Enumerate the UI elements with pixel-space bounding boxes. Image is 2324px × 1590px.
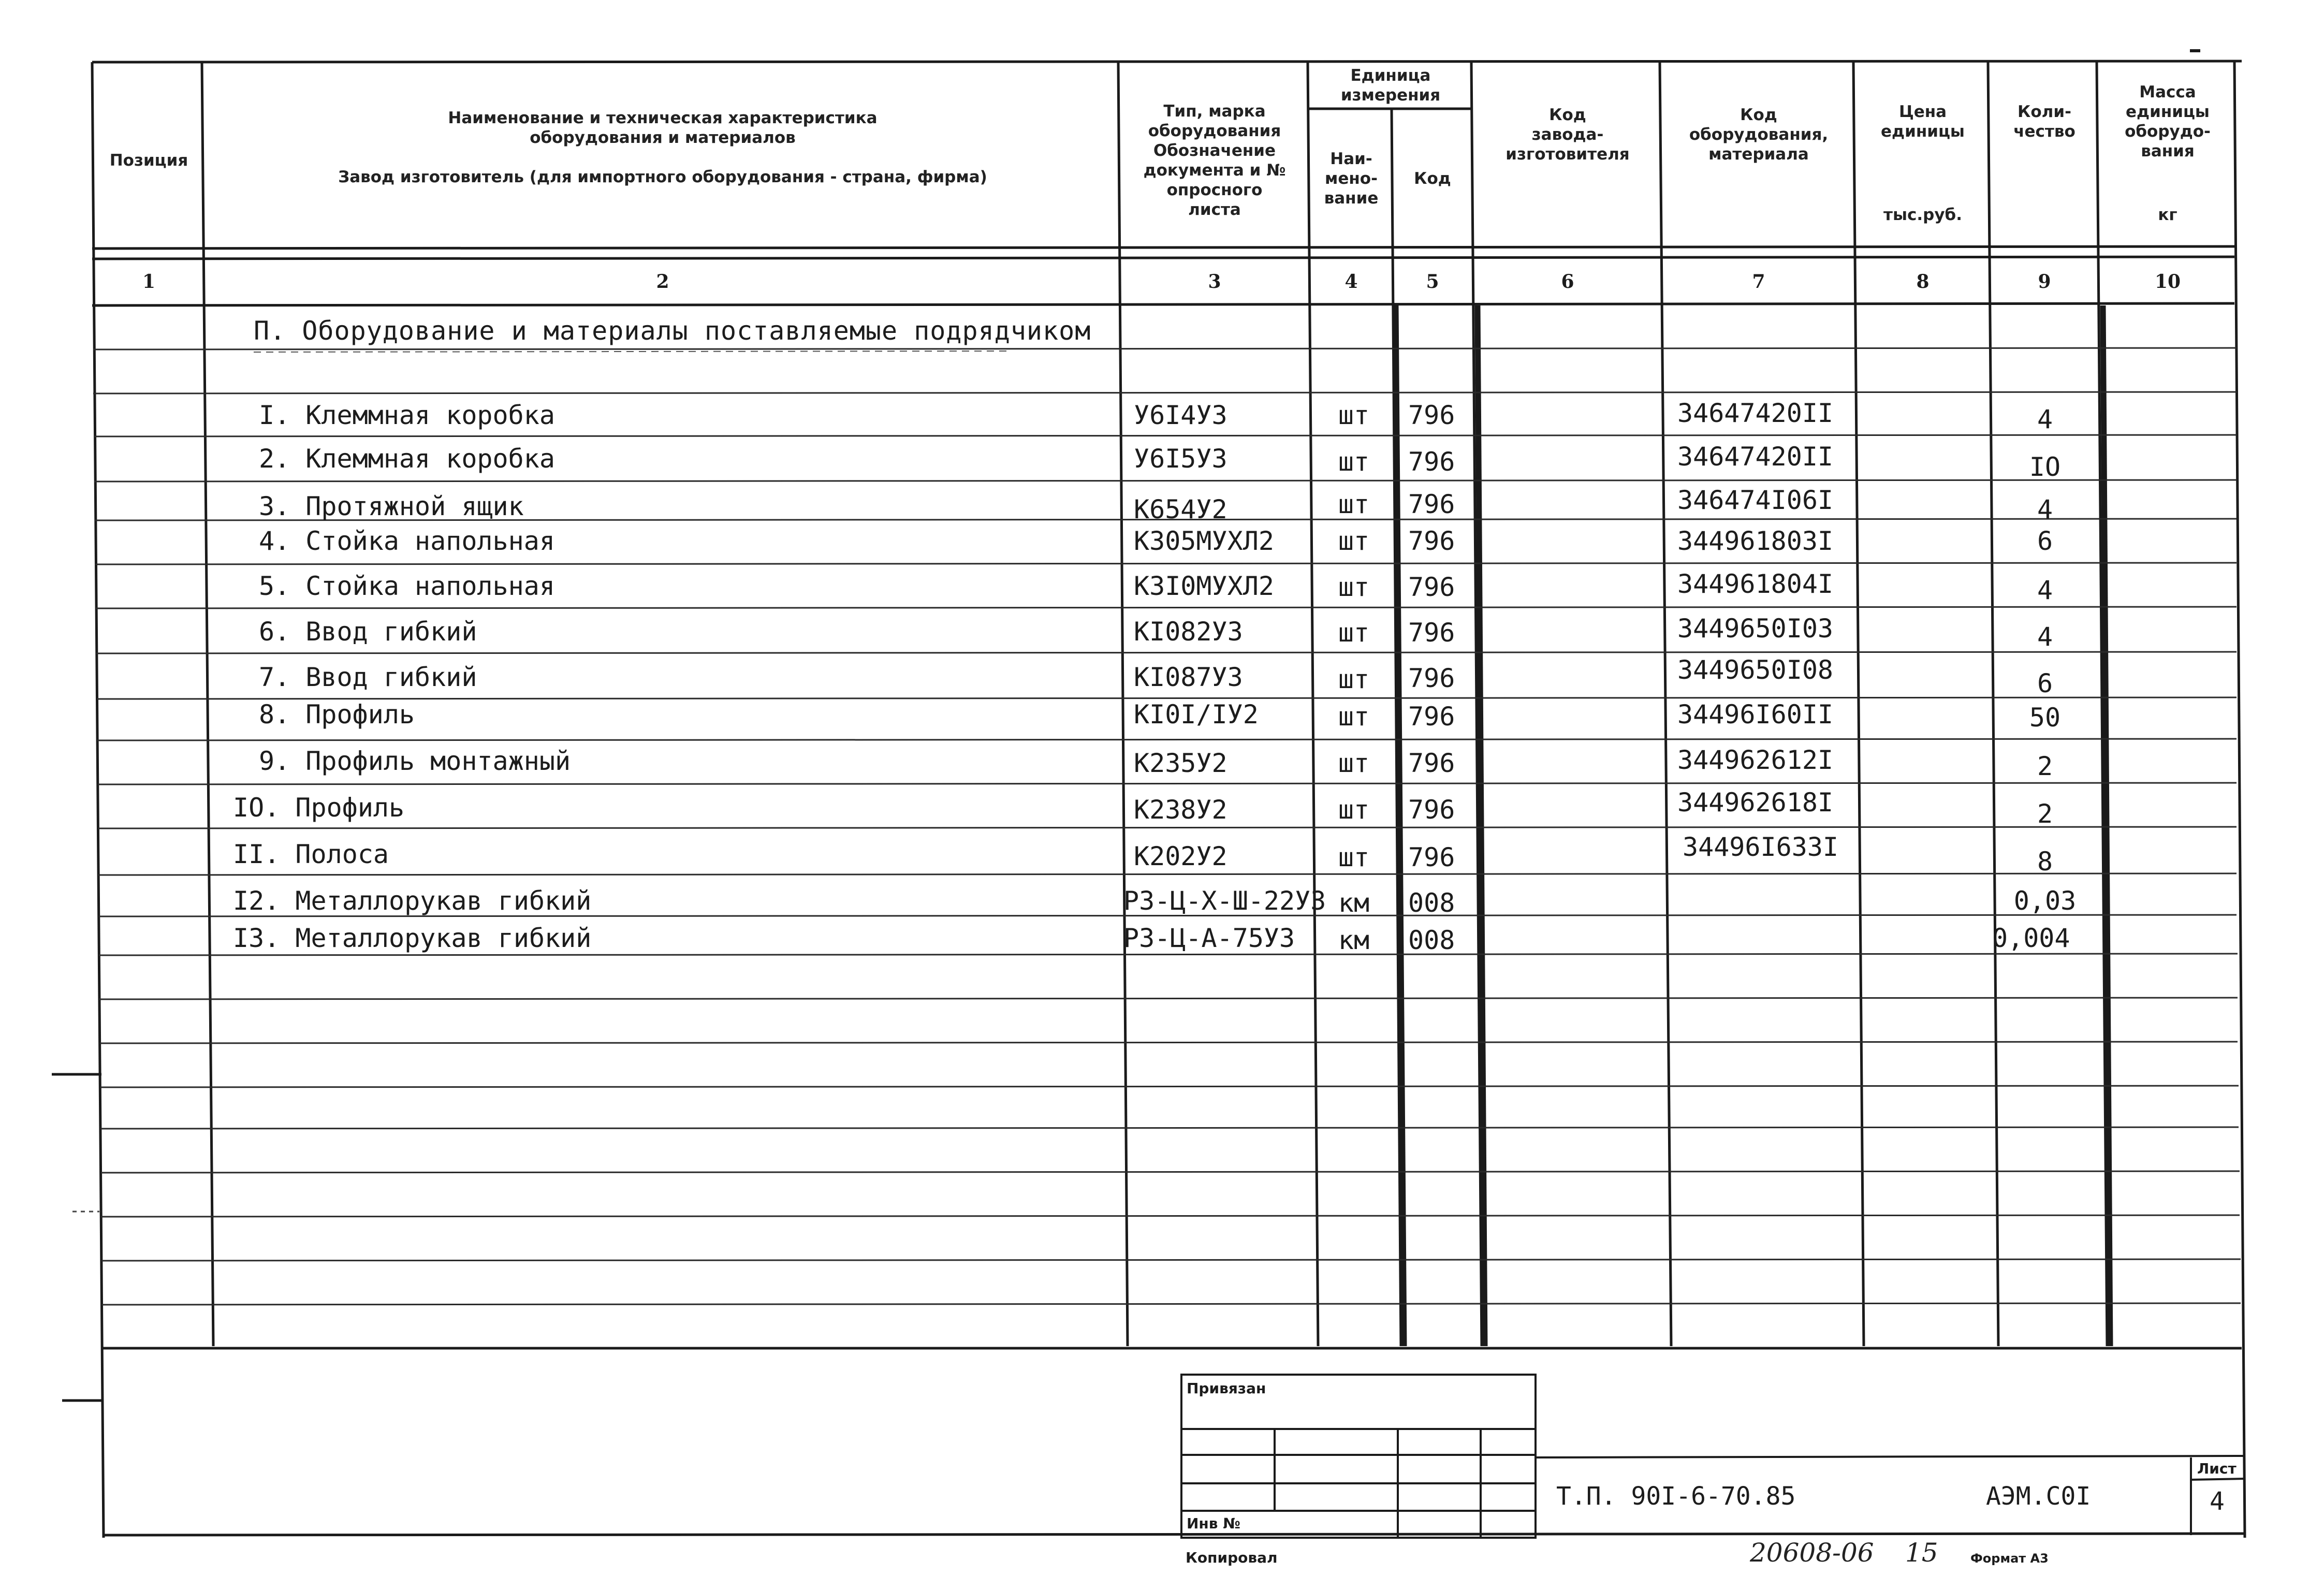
item-qty: IO [2029,452,2061,482]
item-equip-code: 34496I633I [1683,832,1839,862]
item-qty: 50 [2029,703,2061,733]
header-price: Цена единицы [1881,103,1965,141]
item-unit-code: 796 [1408,489,1455,519]
archive-stamp-number: 15 [1905,1538,1938,1568]
item-unit: шт [1338,489,1370,519]
header-position: Позиция [109,151,188,170]
item-equip-code: 344962612I [1677,745,1834,775]
item-qty: 4 [2037,494,2053,524]
item-type: К3I0МУХЛ2 [1134,571,1274,601]
item-name: 6. Ввод гибкий [259,617,477,647]
col-number: 4 [1344,271,1358,293]
header-type: Тип, марка оборудования Обозначение документа и № опросного листа [1143,102,1286,219]
item-type: У6I4У3 [1134,400,1227,430]
col-number: 1 [142,271,156,293]
header-price-unit: тыс.руб. [1883,206,1962,224]
item-equip-code: 344962618I [1677,787,1834,818]
item-qty: 4 [2037,622,2053,652]
item-equip-code: 344961804I [1677,569,1834,599]
col-number: 7 [1752,271,1765,293]
doc-code: АЭМ.С0I [1986,1482,2091,1511]
item-type: К202У2 [1134,841,1227,871]
sheet-number: 4 [2210,1487,2225,1516]
item-unit: шт [1338,664,1370,694]
copied-label: Копировал [1186,1549,1278,1566]
item-name: 7. Ввод гибкий [259,662,477,692]
item-unit-code: 796 [1408,795,1455,825]
item-type: КI082У3 [1134,617,1243,647]
item-unit-code: 796 [1408,842,1455,872]
doc-number: Т.П. 90I-6-70.85 [1556,1482,1796,1511]
item-unit-code: 796 [1408,572,1455,602]
item-type: Р3-Ц-Х-Ш-22У3 [1123,886,1326,916]
item-unit: шт [1338,572,1370,602]
item-unit: шт [1338,795,1370,825]
item-qty: 8 [2037,847,2053,877]
col-number: 8 [1916,271,1930,293]
item-type: К305МУХЛ2 [1134,526,1274,556]
item-unit: шт [1338,447,1370,477]
item-qty: 4 [2037,575,2053,605]
item-unit-code: 796 [1408,618,1455,648]
item-type: У6I5У3 [1134,444,1227,474]
item-name: I. Клеммная коробка [259,400,555,430]
item-equip-code: 3449650I08 [1677,655,1834,685]
item-unit: шт [1338,748,1370,778]
item-name: IO. Профиль [233,793,405,823]
col-number: 10 [2154,271,2181,293]
sheet-label: Лист [2197,1460,2237,1477]
header-unit-code: Код [1414,169,1451,188]
item-equip-code: 3449650I03 [1677,614,1834,644]
item-type: КI0I/IУ2 [1134,699,1259,730]
header-mfr-code: Код завода- изготовителя [1506,106,1630,164]
item-qty: 6 [2037,668,2053,698]
item-unit: шт [1338,702,1370,732]
item-unit: шт [1338,400,1370,430]
header-qty: Коли- чество [2013,103,2075,141]
item-name: 9. Профиль монтажный [259,746,571,776]
item-name: 3. Протяжной ящик [259,491,524,521]
item-unit: км [1338,888,1370,918]
item-qty: 6 [2037,526,2053,556]
col-number: 2 [656,271,669,293]
item-unit: км [1338,925,1370,955]
item-type: Р3-Ц-А-75У3 [1123,923,1295,953]
item-equip-code: 34496I60II [1677,699,1834,730]
item-unit-code: 796 [1408,400,1455,430]
item-qty: 0,03 [2013,886,2077,916]
item-qty: 2 [2037,751,2053,781]
item-equip-code: 34647420II [1677,398,1834,428]
item-type: К235У2 [1134,748,1227,778]
item-unit-code: 796 [1408,447,1455,477]
item-unit: шт [1338,618,1370,648]
item-name: 5. Стойка напольная [259,571,555,601]
item-name: I2. Металлорукав гибкий [233,886,592,916]
format-label: Формат А3 [1970,1551,2049,1566]
inv-label: Инв № [1187,1515,1240,1532]
item-qty: 0,004 [1992,923,2070,953]
header-unit-name: Наи- мено- вание [1324,150,1379,208]
item-name: 8. Профиль [259,699,415,730]
item-equip-code: 346474I06I [1677,485,1834,515]
item-unit-code: 796 [1408,702,1455,732]
item-name: II. Полоса [233,839,389,869]
item-qty: 2 [2037,799,2053,829]
item-unit-code: 796 [1408,526,1455,556]
item-name: I3. Металлорукав гибкий [233,923,592,953]
header-equip-code: Код оборудования, материала [1689,106,1829,164]
header-unit-group: Единица измерения [1340,66,1441,105]
item-unit-code: 008 [1408,925,1455,955]
item-name: 4. Стойка напольная [259,526,555,556]
section-title: П. Оборудование и материалы поставляемые подрядчиком [254,316,1091,346]
item-unit-code: 796 [1408,748,1455,778]
header-mass-unit: кг [2158,206,2177,224]
col-number: 3 [1208,271,1221,293]
header-name: Наименование и техническая характеристика оборудования и материалов Завод изготовитель (для импортного оборудования - страна, фирма) [338,109,987,186]
item-unit: шт [1338,526,1370,556]
privyazan-label: Привязан [1187,1380,1266,1397]
item-name: 2. Клеммная коробка [259,444,555,474]
item-type: К654У2 [1134,494,1227,524]
item-equip-code: 34647420II [1677,442,1834,472]
item-equip-code: 344961803I [1677,526,1834,556]
header-mass: Масса единицы оборудо- вания [2125,83,2211,161]
item-unit-code: 008 [1408,888,1455,918]
col-number: 6 [1561,271,1574,293]
item-unit-code: 796 [1408,663,1455,693]
col-number: 5 [1426,271,1439,293]
item-type: К238У2 [1134,795,1227,825]
archive-stamp: 20608-06 [1750,1538,1874,1568]
item-type: КI087У3 [1134,662,1243,692]
item-unit: шт [1338,842,1370,872]
item-qty: 4 [2037,404,2053,434]
col-number: 9 [2038,271,2051,293]
